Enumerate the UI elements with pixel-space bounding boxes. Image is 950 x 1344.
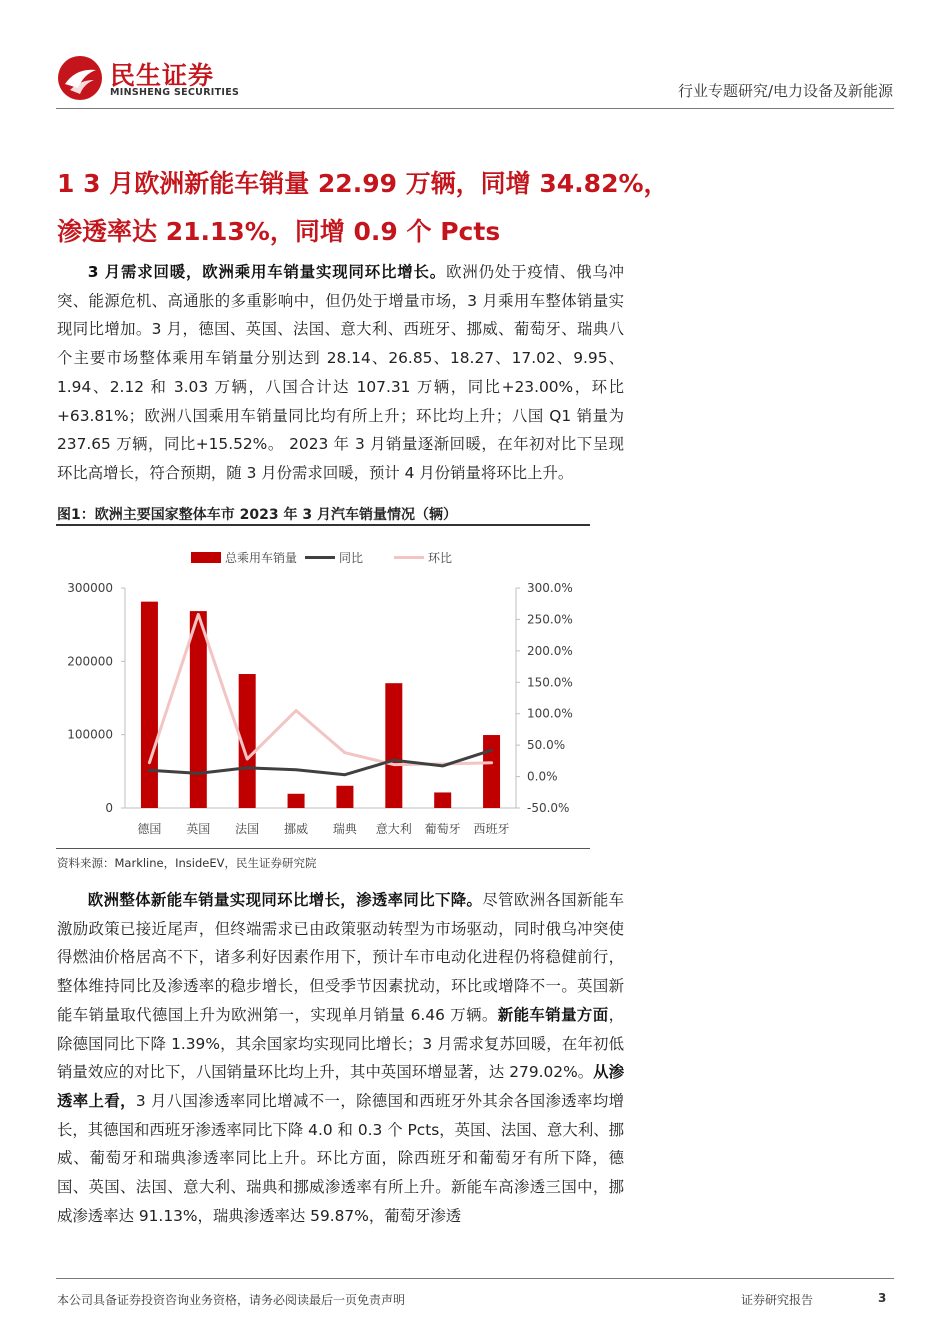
paragraph-body-1: 尽管欧洲各国新能车激励政策已接近尾声，但终端需求已由政策驱动转型为市场驱动，同时俄乌冲突使得燃油价格居高不下，诸多利好因素作用下，预计车市电动化进程仍将稳健前行，整体维持同比及渗透率的稳步增长，但受季节因素扰动，环比或增降不一。英国新能车销量取代德国上升为欧洲第一，实现单月销量 6.46 万辆。 [57,891,624,1024]
x-tick-label: 挪威 [284,822,309,836]
paragraph-bold-penetration: 从渗透率上看， [57,1063,624,1110]
x-tick-label: 葡萄牙 [424,822,461,836]
y-right-tick-label: 0.0% [527,769,558,784]
header-divider [56,108,894,109]
report-category: 行业专题研究/电力设备及新能源 [677,82,893,100]
paragraph-body-2: ，除德国同比下降 1.39%，其余国家均实现同比增长；3 月需求复苏回暖，在年初低销量效应的对比下，八国销量环比均上升，其中英国环增显著，达 279.02%。 [57,1005,624,1082]
bar-1 [141,602,158,808]
legend-label: 总乘用车销量 [225,551,298,565]
y-right-tick-label: 100.0% [527,706,573,721]
x-tick-label: 德国 [137,822,162,836]
x-tick-label: 瑞典 [332,822,357,836]
page-number: 3 [878,1291,887,1305]
headline-line-2: 渗透率达 21.13%，同增 0.9 个 Pcts [57,217,501,246]
figure-title: 图1：欧洲主要国家整体车市 2023 年 3 月汽车销量情况（辆） [57,507,457,523]
x-tick-label: 意大利 [375,822,412,836]
brand-name-cn: 民生证券 [110,61,215,90]
y-right-tick-label: 250.0% [527,612,573,627]
y-left-tick-label: 300000 [67,581,113,595]
bar-6 [385,683,402,808]
x-tick-label: 法国 [235,822,260,836]
figure-source: 资料来源：Markline，InsideEV，民生证券研究院 [57,856,317,870]
paragraph-lead: 3 月需求回暖，欧洲乘用车销量实现同环比增长。 [87,263,447,281]
headline-line-1: 1 3 月欧洲新能车销量 22.99 万辆，同增 34.82%， [57,169,669,198]
section-headline [57,160,677,256]
paragraph-demand [57,258,624,488]
y-left-tick-label: 200000 [67,654,113,669]
footer-divider [56,1278,894,1279]
paragraph-body-3: 3 月八国渗透率同比增减不一，除德国和西班牙外其余各国渗透率均增长，其德国和西班牙渗透率同比下降 4.0 和 0.3 个 Pcts，英国、法国、意大利、挪威、葡萄牙和瑞典渗透率同比上升。环比方面，除西班牙和葡萄牙有所下降，德国、英国、法国、意大利、瑞典和挪威渗透率有所上升。新能车高渗透三国中，挪威渗透率达 91.13%，瑞典渗透率达 59.87%，葡萄牙渗透 [57,1091,624,1225]
y-right-tick-label: -50.0% [527,801,570,815]
sales-chart [56,530,590,845]
x-tick-label: 西班牙 [473,822,510,836]
y-right-tick-label: 300.0% [527,581,573,595]
footer-disclaimer: 本公司具备证券投资咨询业务资格，请务必阅读最后一页免责声明 [57,1293,406,1307]
bar-8 [483,735,500,808]
y-right-tick-label: 200.0% [527,643,573,658]
legend-label: 环比 [428,551,453,565]
paragraph-bold-sales: 新能车销量方面 [497,1005,609,1024]
chart-legend [191,550,452,565]
paragraph-nev [57,886,624,1230]
paragraph-lead-nev: 欧洲整体新能车销量实现同环比增长，渗透率同比下降。 [87,891,483,909]
bar-2 [190,611,207,808]
chart-bars [141,602,500,808]
legend-label: 同比 [339,551,364,565]
x-tick-label: 英国 [186,822,211,836]
footer-report-type: 证券研究报告 [741,1293,814,1307]
paragraph-body: 欧洲仍处于疫情、俄乌冲突、能源危机、高通胀的多重影响中，但仍处于增量市场，3 月乘用车整体销量实现同比增加。3 月，德国、英国、法国、意大利、西班牙、挪威、葡萄牙、瑞典八个主要市场整体乘用车销量分别达到 28.14、26.85、18.27、17.02、9.95、1.94、2.12 和 3.03 万辆，八国合计达 107.31 万辆，同比+23.00%，环比+63.81%；欧洲八国乘用车销量同比均有所上升；环比均上升；八国 Q1 销量为 237.65 万辆，同比+15.52%。 2023 年 3 月销量逐渐回暖，在年初对比下呈现环比高增长，符合预期，随 3 月份需求回暖，预计 4 月份销量将环比上升。 [57,263,624,482]
chart-x-labels [137,821,509,836]
y-left-tick-label: 100000 [67,727,113,742]
y-left-tick-label: 0 [105,801,113,815]
y-right-tick-label: 150.0% [527,675,573,690]
figure-top-rule [56,524,590,526]
y-right-tick-label: 50.0% [527,738,566,753]
bar-7 [434,792,451,808]
legend-swatch-bar [191,552,221,563]
brand-logo [56,54,240,104]
bar-5 [336,786,353,808]
figure-bottom-rule [56,848,590,849]
bar-4 [288,794,305,808]
brand-logo-icon [56,54,104,102]
brand-name-en: MINSHENG SECURITIES [110,87,240,98]
